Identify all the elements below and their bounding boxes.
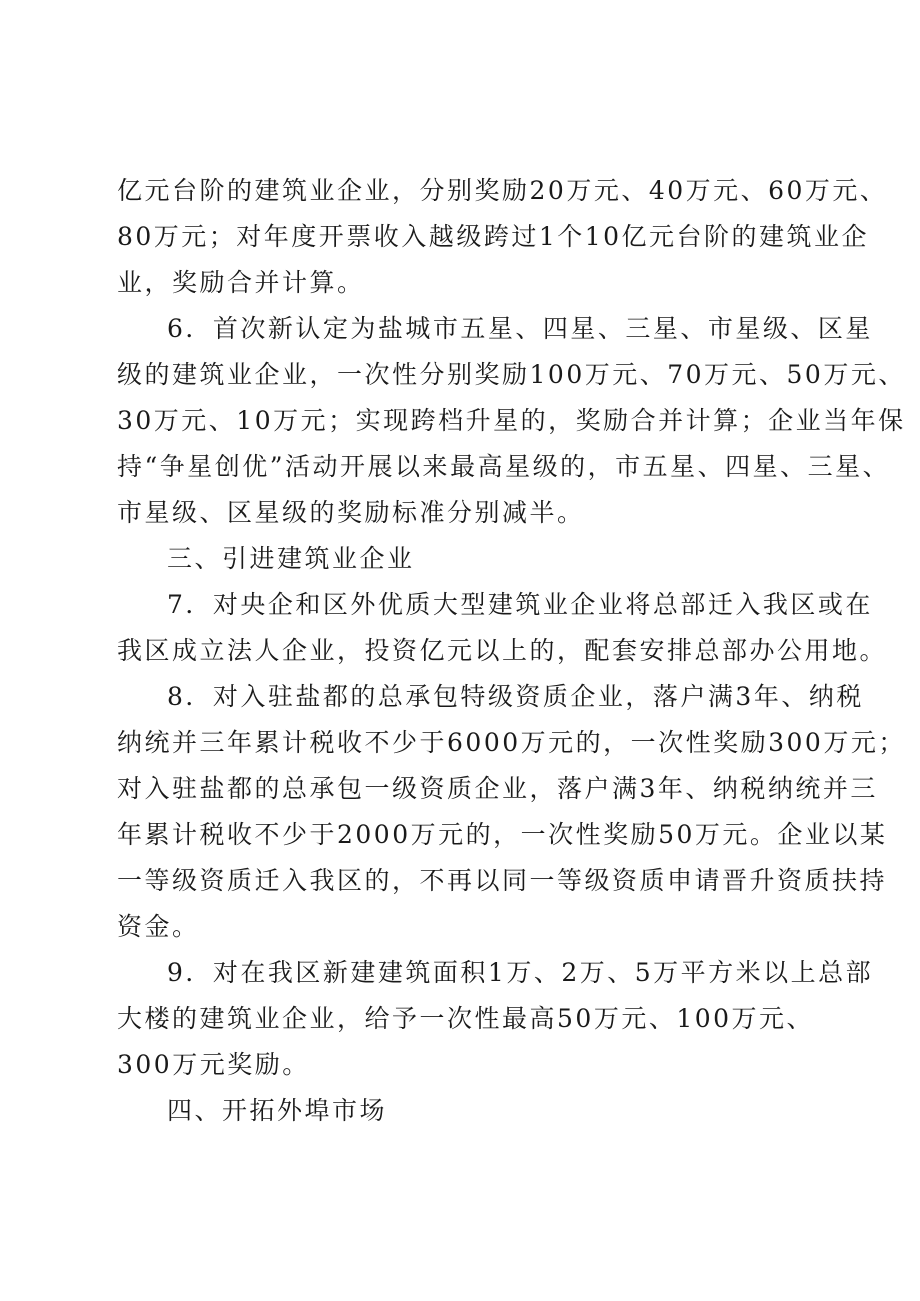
text-line: 业，奖励合并计算。 xyxy=(117,268,365,297)
text-line: 我区成立法人企业，投资亿元以上的，配套安排总部办公用地。 xyxy=(117,636,888,665)
text-line: 资金。 xyxy=(117,912,200,941)
text-line: 9．对在我区新建建筑面积1万、2万、5万平方米以上总部 xyxy=(167,958,874,987)
text-line: 三、引进建筑业企业 xyxy=(167,544,415,573)
text-line: 6．首次新认定为盐城市五星、四星、三星、市星级、区星 xyxy=(167,314,873,343)
text-line: 对入驻盐都的总承包一级资质企业，落户满3年、纳税纳统并三 xyxy=(117,774,878,803)
text-line: 亿元台阶的建筑业企业，分别奖励20万元、40万元、60万元、 xyxy=(117,176,888,205)
text-line: 四、开拓外埠市场 xyxy=(167,1096,388,1125)
text-line: 一等级资质迁入我区的，不再以同一等级资质申请晋升资质扶持 xyxy=(117,866,888,895)
text-line: 市星级、区星级的奖励标准分别减半。 xyxy=(117,498,585,527)
text-line: 30万元、10万元；实现跨档升星的，奖励合并计算；企业当年保 xyxy=(117,406,906,435)
text-line: 7．对央企和区外优质大型建筑业企业将总部迁入我区或在 xyxy=(167,590,873,619)
document-body xyxy=(117,168,906,1134)
text-line: 级的建筑业企业，一次性分别奖励100万元、70万元、50万元、 xyxy=(117,360,906,389)
text-line: 年累计税收不少于2000万元的，一次性奖励50万元。企业以某 xyxy=(117,820,888,849)
text-line: 8．对入驻盐都的总承包特级资质企业，落户满3年、纳税 xyxy=(167,682,864,711)
text-line: 持“争星创优”活动开展以来最高星级的，市五星、四星、三星、 xyxy=(117,452,891,481)
text-line: 大楼的建筑业企业，给予一次性最高50万元、100万元、 xyxy=(117,1004,815,1033)
text-line: 300万元奖励。 xyxy=(117,1050,310,1079)
text-line: 纳统并三年累计税收不少于6000万元的，一次性奖励300万元； xyxy=(117,728,906,757)
text-line: 80万元；对年度开票收入越级跨过1个10亿元台阶的建筑业企 xyxy=(117,222,870,251)
